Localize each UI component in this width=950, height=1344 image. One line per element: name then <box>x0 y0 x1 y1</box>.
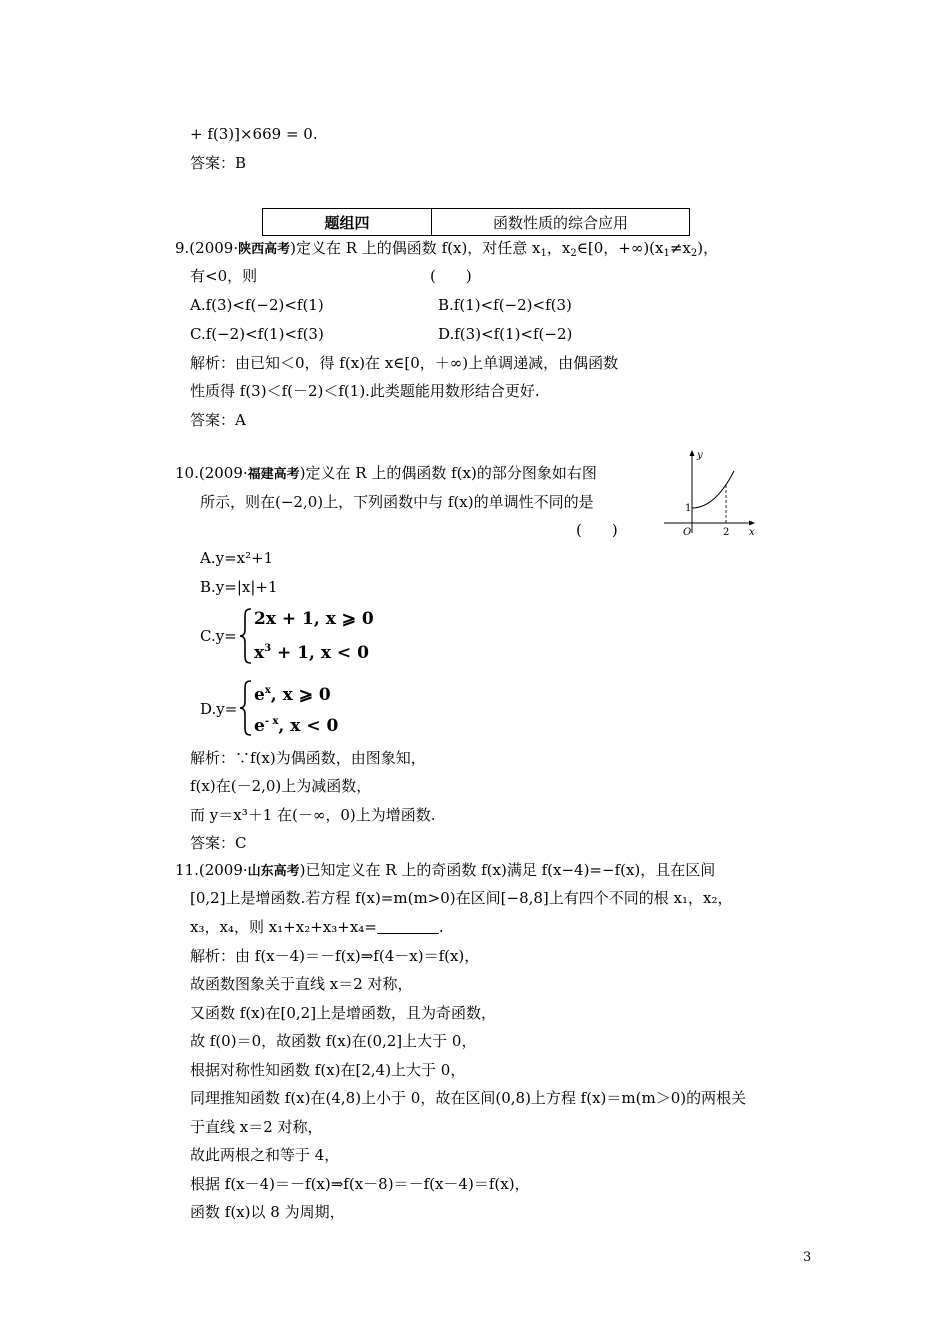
q11-stem-a: )已知定义在 R 上的奇函数 f(x)满足 f(x−4)=−f(x)，且在区间 <box>299 861 716 879</box>
q11-stem-line2: [0,2]上是增函数.若方程 f(x)=m(m>0)在区间[−8,8]上有四个不同的根 x₁，x₂， <box>190 889 733 907</box>
q10-source: 福建高考 <box>247 467 300 482</box>
left-brace-icon <box>239 608 253 664</box>
origin-label: O <box>683 527 692 538</box>
q9-number: 9.(2009· <box>175 239 239 257</box>
tick-label-one: 1 <box>685 503 692 514</box>
y-axis-arrow-icon <box>690 450 695 456</box>
q11-stem-line3: x₃，x₄，则 x₁+x₂+x₃+x₄= . <box>190 918 444 936</box>
q10-stem-a: )定义在 R 上的偶函数 f(x)的部分图象如右图 <box>299 464 597 482</box>
q9-stem-line2: 有<0，则 <box>190 267 258 285</box>
q9-stem-b: ，x <box>546 239 571 257</box>
q9-stem-line1: 9.(2009·陕西高考)定义在 R 上的偶函数 f(x)，对任意 $x_1$，$x_2\in[0$，$+\infty)(x_1\ne x_2)$， <box>175 239 719 259</box>
q9-option-d: D.f(3)<f(1)<f(−2) <box>438 325 573 343</box>
q11-source: 山东高考 <box>247 864 300 879</box>
q11-solution-line2: 故函数图象关于直线 x＝2 对称， <box>190 975 413 993</box>
q11-solution-line10: 函数 f(x)以 8 为周期， <box>190 1203 345 1221</box>
q10-solution-line1: 解析：∵f(x)为偶函数，由图象知， <box>190 749 426 767</box>
tick-label-two: 2 <box>723 527 730 538</box>
q11-solution-line1: 解析：由 f(x－4)＝－f(x)⇒f(4－x)＝f(x)， <box>190 947 480 965</box>
group-topic-cell: 函数性质的综合应用 <box>432 209 690 236</box>
q9-source: 陕西高考 <box>238 242 291 257</box>
q9-answer-paren: ( ) <box>430 267 472 285</box>
group-number-cell: 题组四 <box>263 209 432 236</box>
answer-blank <box>377 919 439 934</box>
q11-solution-line6: 同理推知函数 f(x)在(4,8)上小于 0，故在区间(0,8)上方程 f(x)＝m(m＞0)的两根关 <box>190 1089 747 1107</box>
q10-d-piece2: $e^{- x}$, x < 0 <box>254 716 339 736</box>
q11-solution-line9: 根据 f(x－4)＝－f(x)⇒f(x－8)＝－f(x－4)＝f(x)， <box>190 1175 530 1193</box>
q10-number: 10.(2009· <box>175 464 248 482</box>
q10-option-a: A.y=x²+1 <box>200 549 274 567</box>
q11-stem-line1 <box>175 860 715 882</box>
q11-number: 11.(2009· <box>175 861 248 879</box>
q11-solution-line4: 故 f(0)＝0，故函数 f(x)在(0,2]上大于 0， <box>190 1032 477 1050</box>
q9-option-a: A.f(3)<f(−2)<f(1) <box>190 296 324 314</box>
q10-c-piece1: 2x + 1, x ⩾ 0 <box>254 609 374 629</box>
q9-stem-a: )定义在 R 上的偶函数 f(x)，对任意 x <box>290 239 541 257</box>
q10-option-b: B.y=|x|+1 <box>200 578 278 596</box>
q11-solution-line7: 于直线 x＝2 对称， <box>190 1118 323 1136</box>
q10-solution-line3: 而 y＝x³＋1 在(－∞，0)上为增函数. <box>190 806 436 824</box>
answer-line: 答案：B <box>190 154 247 172</box>
x-label: x <box>749 527 755 538</box>
curve <box>692 471 734 508</box>
q10-stem-line1 <box>175 463 597 485</box>
q9-solution-line2: 性质得 f(3)＜f(－2)＜f(1).此类题能用数形结合更好. <box>190 382 540 400</box>
q10-solution-line2: f(x)在(－2,0)上为减函数， <box>190 777 372 795</box>
q9-answer: 答案：A <box>190 411 246 429</box>
left-brace-icon <box>239 680 253 736</box>
q9-option-c: C.f(−2)<f(1)<f(3) <box>190 325 324 343</box>
q10-option-c-label: C.y= <box>200 627 237 645</box>
y-label: y <box>697 450 703 461</box>
q9-stem-c: ∈[0，+∞)(x <box>576 239 664 257</box>
q9-stem-d: ≠x <box>669 239 691 257</box>
q9-option-b: B.f(1)<f(−2)<f(3) <box>438 296 572 314</box>
q10-c-piece2: $x^3 + 1$, x < 0 <box>254 643 369 663</box>
x-axis-arrow-icon <box>749 521 755 526</box>
q10-answer-paren: ( ) <box>576 521 618 539</box>
q10-option-d-label: D.y= <box>200 700 238 718</box>
q10-answer: 答案：C <box>190 834 247 852</box>
group-table <box>262 208 690 236</box>
page-number: 3 <box>803 1250 812 1265</box>
q11-solution-line3: 又函数 f(x)在[0,2]上是增函数，且为奇函数， <box>190 1004 497 1022</box>
q11-solution-line5: 根据对称性知函数 f(x)在[2,4)上大于 0， <box>190 1061 466 1079</box>
continued-line: + f(3)]×669 = 0. <box>190 125 318 143</box>
q10-stem-line2: 所示，则在(−2,0)上，下列函数中与 f(x)的单调性不同的是 <box>200 493 594 511</box>
q11-solution-line8: 故此两根之和等于 4， <box>190 1146 340 1164</box>
q10-d-piece1: $e^x$, x ⩾ 0 <box>254 685 331 705</box>
function-graph <box>660 445 760 540</box>
q9-solution-line1: 解析：由已知＜0，得 f(x)在 x∈[0，＋∞)上单调递减，由偶函数 <box>190 354 619 372</box>
q9-stem-e: )， <box>697 239 719 257</box>
